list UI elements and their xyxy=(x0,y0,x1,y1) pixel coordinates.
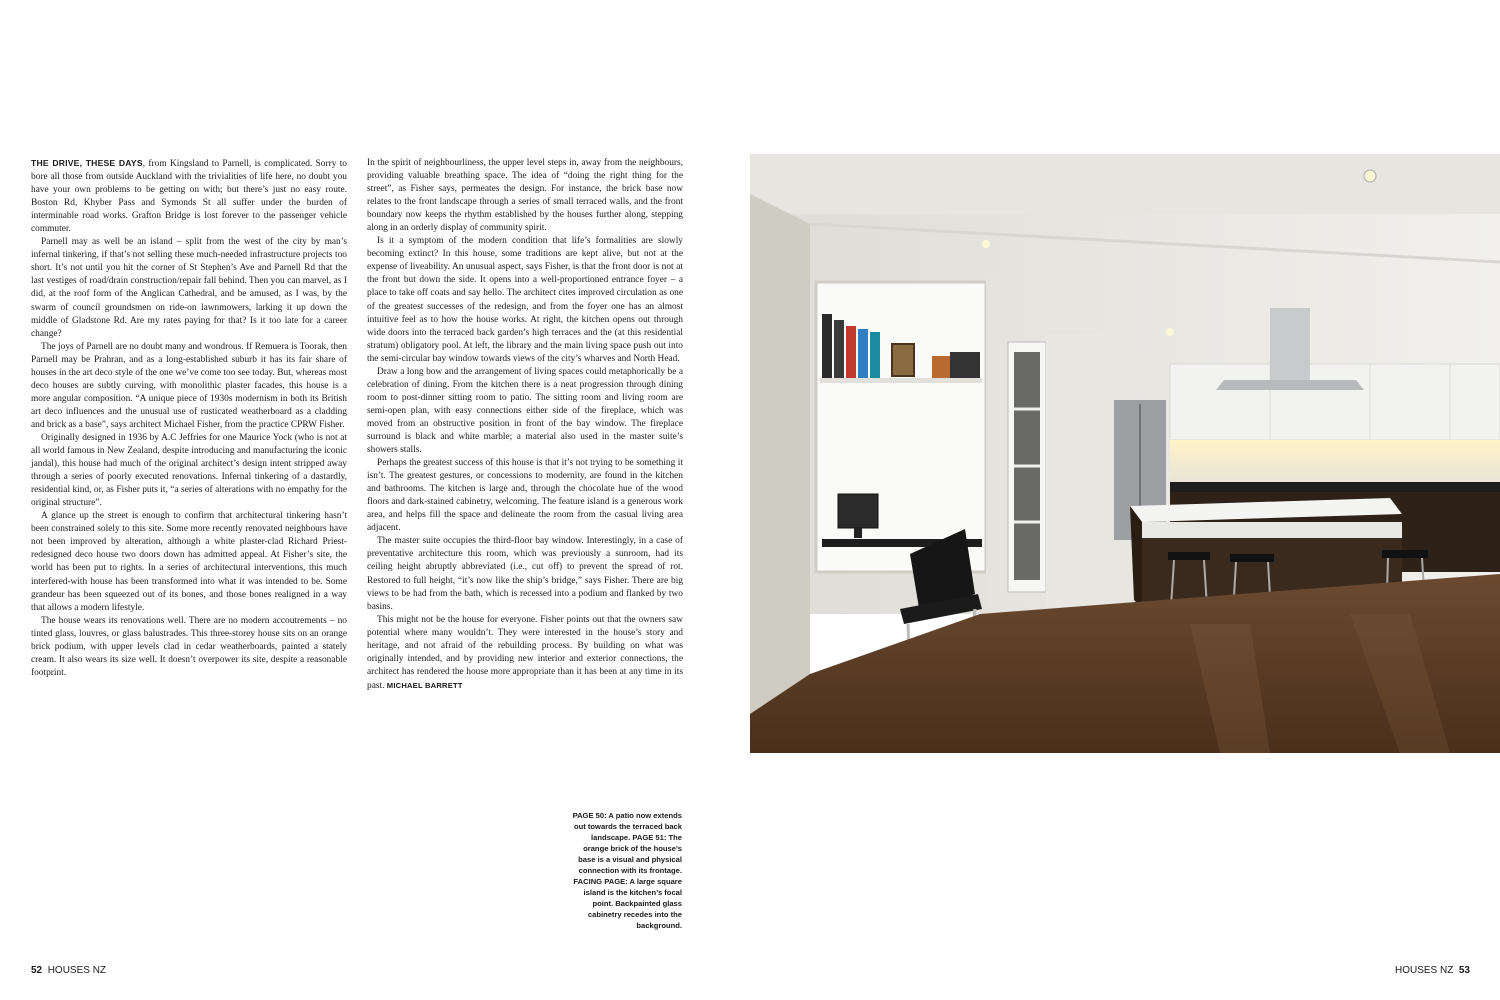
article-paragraph: The joys of Parnell are no doubt many and wondrous. If Remuera is Toorak, then Parnell may be Prahran, and as a long-established suburb it has its fair share of houses in the art deco style of the one we’ve come too see today. But, whereas most deco houses are subtly curving, with monolithic plaster facades, this house is a more angular composition. “A unique piece of 1930s modernism in both its British art deco influences and the unusual use of rusticated weatherboard as a cladding and brick as a base”, says architect Michael Fisher, from the practice CPRW Fisher. xyxy=(31,341,347,430)
binder xyxy=(870,332,880,378)
article-paragraph: Is it a symptom of the modern condition that life’s formalities are slowly becoming extinct? In this house, some traditions are kept alive, but not at the expense of liveability. An unusual aspect, says Fisher, is that the front door is not at the front but down the side. It opens into a well-proportioned entrance foyer – a place to take off coats and say hello. The architect cites improved circulation as one of the greatest successes of the redesign, and from the foyer one has an almost intuitive feel as to how the house works. At right, the kitchen opens out through wide doors into the terraced back garden’s high terraces and the (at this residential stratum) obligatory pool. At left, the library and the main living space push out into the semi-circular bay window towards views of the city’s wharves and North Head. xyxy=(367,236,683,364)
lead-in: THE DRIVE, THESE DAYS xyxy=(31,158,143,168)
byline: MICHAEL BARRETT xyxy=(386,680,463,690)
photo-caption: PAGE 50: A patio now extends out towards the terraced back landscape. PAGE 51: The orange brick of the house’s base is a visual and physical connection with its frontage. FACING PAGE: A large square island is the kitchen’s focal point. Backpainted glass cabinetry recedes into the background. xyxy=(572,811,682,930)
bar-stool xyxy=(1168,552,1210,560)
picture-frame xyxy=(892,344,914,376)
page-footer-left xyxy=(31,965,106,976)
downlight xyxy=(1364,170,1376,182)
magazine-title: HOUSES NZ xyxy=(47,965,107,976)
downlight xyxy=(1166,328,1174,336)
splashback xyxy=(1170,440,1500,482)
article-paragraph: Perhaps the greatest success of this house is that it’s not trying to be something it isn’t. The greatest gestures, or concessions to modernity, are found in the kitchen and bathrooms. The kitchen is large and, through the chocolate hue of the wood floors and dark-stained cabinetry, welcoming. The feature island is a generous work area, and helps fill the space and delineate the room from the casual living area adjacent. xyxy=(367,458,683,534)
page-footer-right xyxy=(1395,965,1470,976)
page-number: 53 xyxy=(1458,965,1470,976)
article-paragraph: The master suite occupies the third-floor bay window. Interestingly, in a case of preventative architecture this room, which was previously a sunroom, had its ceiling height abruptly abbreviated (i.e., cut off) to prevent the spread of rot. Restored to full height, “it’s now like the ship’s bridge,” says Fisher. There are big views to be had from the bath, which is recessed into a podium and flanked by two basins. xyxy=(367,536,683,612)
binder xyxy=(846,326,856,378)
binder xyxy=(858,329,868,378)
bar-stool xyxy=(1230,554,1274,562)
kitchen-photo xyxy=(750,154,1500,753)
binder xyxy=(834,320,844,378)
article-paragraph: In the spirit of neighbourliness, the upper level steps in, away from the neighbours, providing valuable breathing space. The idea of “doing the right thing for the street”, as Fisher says, permeates the design. For instance, the brick base now relates to the front landscape through a series of small terraced walls, and the front boundary now keeps the rhythm established by the houses further along, stepping along in an orderly display of community spirit. xyxy=(367,158,683,234)
kitchen-photo-illustration xyxy=(750,154,1500,753)
article-paragraph: Draw a long bow and the arrangement of living spaces could metaphorically be a celebration of dining. From the kitchen there is a neat progression through dining room to post-dinner sitting room to patio. The sitting room and living room are semi-open plan, with easy connections either side of the fireplace, which was moved from an obstructive position in front of the bay window. The fireplace surround is black and white marble; a material also used in the master suite’s showers stalls. xyxy=(367,366,683,456)
article-paragraph: Originally designed in 1936 by A.C Jeffries for one Maurice Yock (who is not at all world famous in New Zealand, despite introducing and manufacturing the iconic jandal), this house had much of the original architect’s design intent stripped away through a series of poorly executed renovations. Infernal tinkering of a dastardly, residential kind, or, as Fisher puts it, “a series of alterations with no empathy for the original structure”. xyxy=(31,432,347,509)
article-paragraph: THE DRIVE, THESE DAYS, from Kingsland to Parnell, is complicated. Sorry to bore all those from outside Auckland with the trivialities of life here, no doubt you have your own problems to be getting on with; but there’s just no easy route. Boston Rd, Khyber Pass and Symonds St all suffer under the burden of interminable road works. Grafton Bridge is lost forever to the passenger vehicle commuter. xyxy=(31,158,347,235)
bar-stool xyxy=(1382,550,1428,558)
article-paragraph: This might not be the house for everyone. Fisher points out that the owners saw potential where many wouldn’t. They were interested in the house’s story and heritage, and not afraid of the rebuilding process. By building on what was originally intended, and by providing new interior and exterior connections, the architect has rendered the house more appropriate than it has been at any time in its past. MICHAEL BARRETT xyxy=(367,614,683,691)
monitor-icon xyxy=(838,494,878,528)
shelf xyxy=(820,378,982,383)
left-wall xyxy=(750,194,810,753)
range-hood xyxy=(1270,308,1310,380)
binder xyxy=(822,314,832,378)
page-number: 52 xyxy=(31,965,43,976)
magazine-title: HOUSES NZ xyxy=(1394,965,1454,976)
article-paragraph: A glance up the street is enough to confirm that architectural tinkering hasn’t been constrained solely to this site. Some more recently renovated neighbours have not been improved by alteration, although a white plaster-clad Richard Priest-redesigned deco house two doors down has admitted appeal. At Fisher’s site, the world has been put to rights. In a series of architectural interventions, this much interfered-with house has been transformed into what it was intended to be. Some grandeur has been squeezed out of its bones, and those bones realigned in a way that allows a modern lifestyle. xyxy=(31,511,347,613)
article-column-1 xyxy=(31,157,347,680)
article-column-2 xyxy=(367,157,683,693)
downlight xyxy=(982,240,990,248)
books xyxy=(950,352,980,378)
article-paragraph: Parnell may as well be an island – split from the west of the city by man’s infernal tinkering, if that’s not selling these much-needed infrastructure projects too short. It’s not until you hit the corner of St Stephen’s Ave and Parnell Rd that the last vestiges of road/drain construction/repair fall behind. Then you can marvel, as I did, at the roof form of the Anglican Cathedral, and be amused, as I was, by the swarm of council groundsmen on ride-on lawnmowers, larking it up down the middle of Gladstone Rd. Are my rates paying for that? Is it too late for a career change? xyxy=(31,237,347,339)
article-paragraph: The house wears its renovations well. There are no modern accoutrements – no tinted glass, louvres, or glass balustrades. This three-storey house sits on an orange brick podium, with upper levels clad in cedar weatherboards, painted a stately cream. It also wears its size well. It doesn’t overpower its site, despite a reasonable footprint. xyxy=(31,615,347,678)
